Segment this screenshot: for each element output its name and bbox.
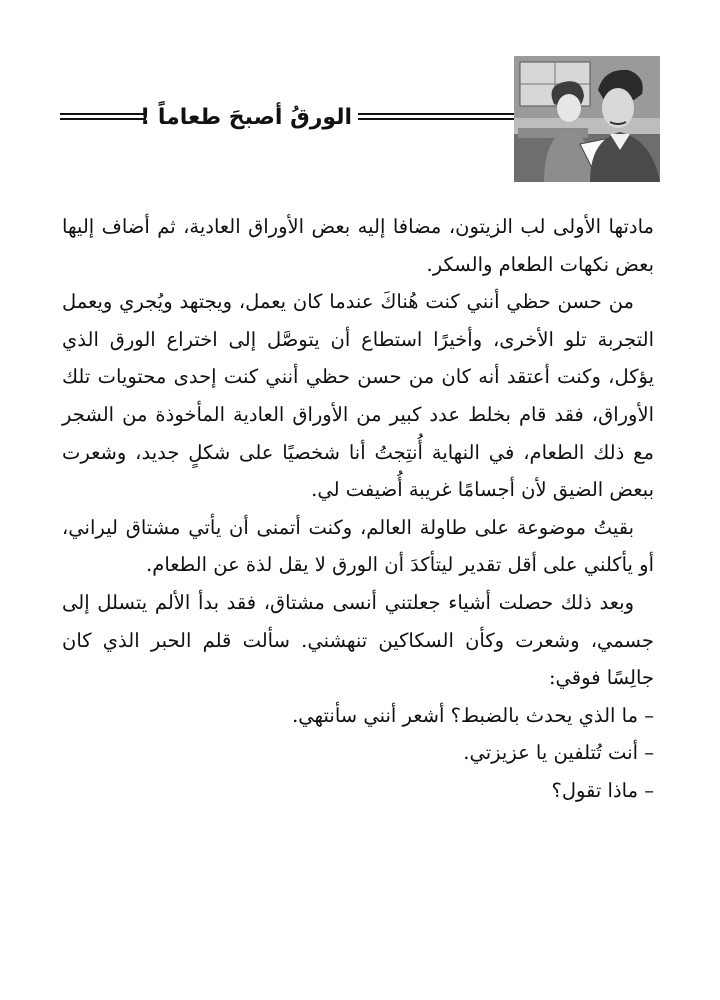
dialog-lines bbox=[62, 697, 654, 810]
title-row bbox=[56, 104, 516, 134]
dialog-line: – ما الذي يحدث بالضبط؟ أشعر أنني سأنتهي. bbox=[292, 703, 654, 727]
title-rule-right bbox=[358, 113, 514, 120]
paragraph: وبعد ذلك حصلت أشياء جعلتني أنسى مشتاق، فقد بدأ الألم يتسلل إلى جسمي، وشعرت وكأن السكاكين تنهشني. سألت قلم الحبر الذي كان جالِسًا فوقي: bbox=[62, 590, 654, 690]
dialog-line: – أنت تُتلفين يا عزيزتي. bbox=[463, 741, 654, 765]
title-rule-left bbox=[60, 113, 146, 120]
paragraph: بقيتُ موضوعة على طاولة العالم، وكنت أتمنى أن يأتي مشتاق ليراني، أو يأكلني على أقل تقدير ليتأكدَ أن الورق لا يقل لذة عن الطعام. bbox=[62, 515, 654, 577]
chapter-header bbox=[56, 56, 660, 182]
dialog-line: – ماذا تقول؟ bbox=[551, 778, 654, 802]
story-text bbox=[62, 208, 654, 810]
page-title: الورقُ أصبحَ طعاماً ! bbox=[140, 105, 352, 130]
story-illustration bbox=[514, 56, 660, 182]
paragraph: مادتها الأولى لب الزيتون، مضافا إليه بعض الأوراق العادية، ثم أضاف إليها بعض نكهات الطعام والسكر. bbox=[62, 215, 654, 276]
paragraph: من حسن حظي أنني كنت هُناكَ عندما كان يعمل، ويجتهد ويُجري ويعمل التجربة تلو الأخرى، وأخيرًا استطاع أن يتوصَّل إلى اختراع الورق الذي يؤكل، وكنت أعتقد أنه كان من حسن حظي أنني كنت إحدى محتويات تلك الأوراق، فقد قام بخلط عدد كبير من الأوراق العادية المأخوذة من الشجر مع ذلك الطعام، في النهاية أُنتِجتُ أنا شخصيًا على شكلٍ جديد، وشعرت ببعض الضيق لأن أجسامًا غريبة أُضيفت لي. bbox=[62, 290, 654, 502]
